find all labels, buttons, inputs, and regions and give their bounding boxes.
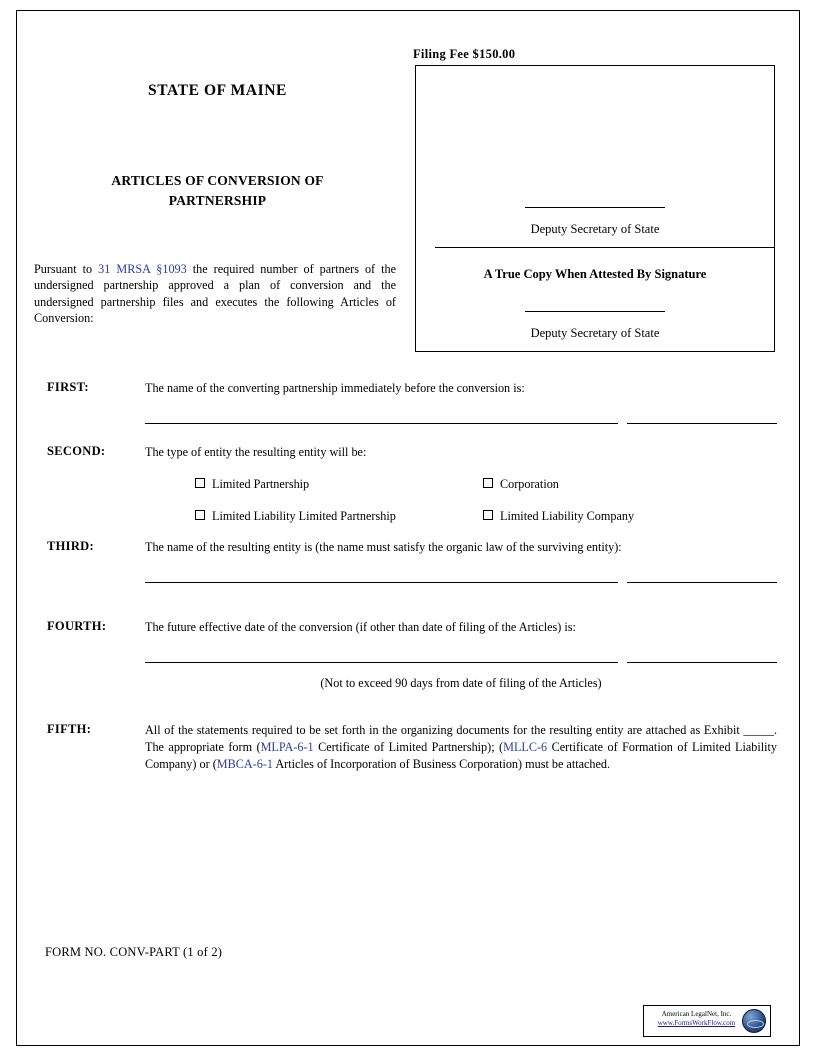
ninety-days-note: (Not to exceed 90 days from date of filing of the Articles) bbox=[320, 676, 602, 690]
globe-icon bbox=[742, 1009, 766, 1033]
signature-line-2 bbox=[525, 311, 665, 312]
third-answer-line-short[interactable] bbox=[627, 582, 777, 583]
article-label-first: FIRST: bbox=[47, 380, 89, 394]
article-label-fourth: FOURTH: bbox=[47, 619, 107, 633]
document-title-line2: PARTNERSHIP bbox=[168, 193, 267, 208]
document-title bbox=[40, 171, 395, 211]
logo-text bbox=[649, 1010, 744, 1028]
fifth-part1: All of the statements required to be set forth in the organizing documents for the resulting entity are attached as Exhibit _____. The appropriate form ( bbox=[145, 723, 777, 754]
fifth-part2: Certificate of Limited Partnership); ( bbox=[313, 739, 504, 754]
logo-company-name: American LegalNet, Inc. bbox=[661, 1010, 732, 1018]
attestation-divider bbox=[435, 247, 775, 248]
mllc-form-link[interactable]: MLLC-6 bbox=[503, 739, 548, 754]
attestation-box bbox=[415, 65, 775, 352]
article-label-third: THIRD: bbox=[47, 539, 94, 553]
first-answer-line-short[interactable] bbox=[627, 423, 777, 424]
checkbox-label-limited-partnership: Limited Partnership bbox=[212, 477, 310, 491]
logo-website[interactable]: www.FormsWorkFlow.com bbox=[657, 1019, 736, 1027]
deputy-secretary-label-1: Deputy Secretary of State bbox=[530, 222, 660, 236]
form-number: FORM NO. CONV-PART (1 of 2) bbox=[45, 945, 223, 959]
checkbox-corporation[interactable] bbox=[483, 478, 493, 488]
checkbox-limited-liability-limited-partnership[interactable] bbox=[195, 510, 205, 520]
article-text-third: The name of the resulting entity is (the name must satisfy the organic law of the surviving entity): bbox=[145, 540, 622, 554]
true-copy-label: A True Copy When Attested By Signature bbox=[483, 267, 707, 281]
deputy-secretary-label-2: Deputy Secretary of State bbox=[530, 326, 660, 340]
pursuant-paragraph bbox=[34, 261, 396, 326]
third-answer-line[interactable] bbox=[145, 582, 618, 583]
fifth-part3: Certificate of Formation of Limited Liability Company) or ( bbox=[145, 739, 777, 771]
state-title: STATE OF MAINE bbox=[147, 82, 287, 99]
pursuant-prefix: Pursuant to bbox=[34, 262, 99, 276]
mbca-form-link[interactable]: MBCA-6-1 bbox=[216, 756, 273, 771]
article-label-fifth: FIFTH: bbox=[47, 722, 92, 736]
checkbox-limited-liability-company[interactable] bbox=[483, 510, 493, 520]
checkbox-limited-partnership[interactable] bbox=[195, 478, 205, 488]
article-text-fifth bbox=[145, 722, 777, 772]
checkbox-label-limited-liability-limited-partnership: Limited Liability Limited Partnership bbox=[212, 509, 396, 523]
statute-citation-link[interactable]: 31 MRSA §1093 bbox=[98, 262, 187, 276]
fifth-part4: Articles of Incorporation of Business Corporation) must be attached. bbox=[272, 756, 611, 771]
document-title-line1: ARTICLES OF CONVERSION OF bbox=[111, 173, 324, 188]
american-legalnet-logo[interactable] bbox=[643, 1005, 771, 1037]
article-text-fourth: The future effective date of the conversion (if other than date of filing of the Articles) is: bbox=[145, 620, 576, 634]
signature-line-1 bbox=[525, 207, 665, 208]
article-text-first: The name of the converting partnership immediately before the conversion is: bbox=[145, 381, 525, 395]
checkbox-label-corporation: Corporation bbox=[500, 477, 559, 491]
article-label-second: SECOND: bbox=[47, 444, 106, 458]
article-text-second: The type of entity the resulting entity will be: bbox=[145, 445, 367, 459]
fourth-answer-line[interactable] bbox=[145, 662, 618, 663]
checkbox-label-limited-liability-company: Limited Liability Company bbox=[500, 509, 635, 523]
fourth-answer-line-short[interactable] bbox=[627, 662, 777, 663]
mlpa-form-link[interactable]: MLPA-6-1 bbox=[260, 739, 314, 754]
filing-fee-text: Filing Fee $150.00 bbox=[413, 47, 516, 61]
first-answer-line[interactable] bbox=[145, 423, 618, 424]
pursuant-suffix: the required number of partners of the undersigned partnership approved a plan of conversion and the undersigned partnership files and executes the following Articles of Conversion: bbox=[34, 262, 397, 325]
